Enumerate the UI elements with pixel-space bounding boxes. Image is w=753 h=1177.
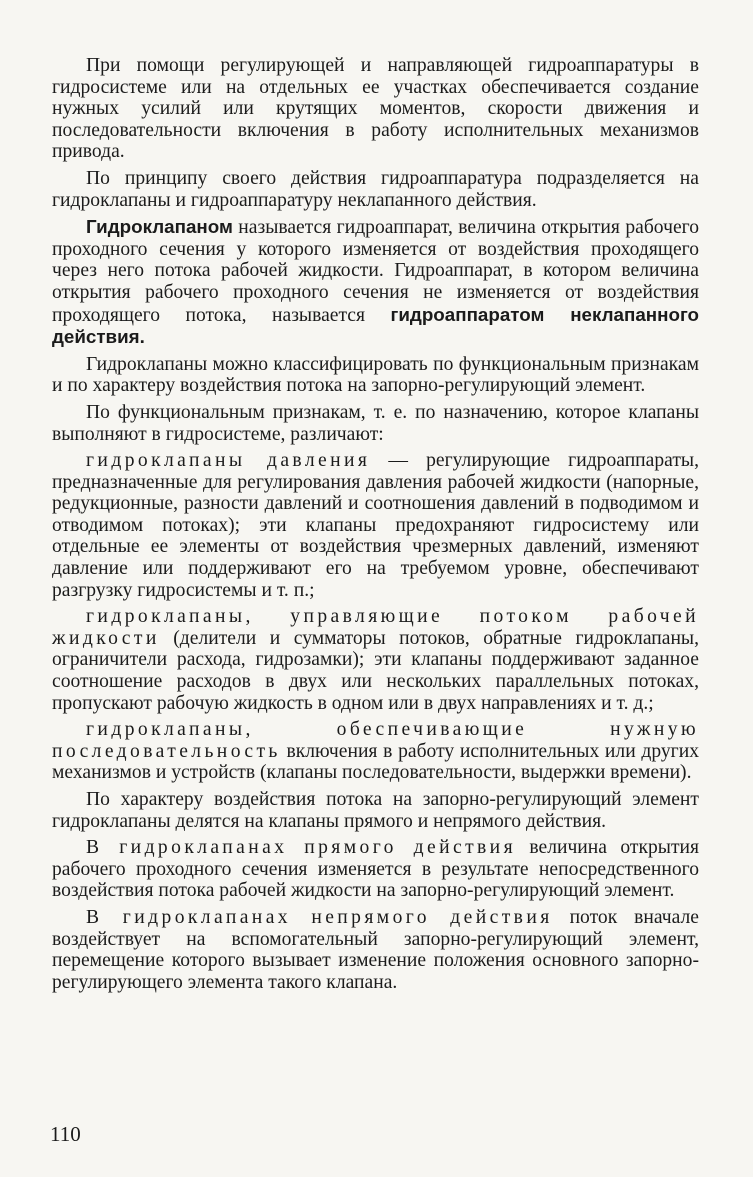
paragraph-9-text: По характеру воздействия потока на запорно-регулирующий элемент гидроклапаны делятся на клапаны прямого и непрямого действия. <box>52 789 699 832</box>
term-indirect-action: В гидроклапанах непрямого действия <box>86 906 553 928</box>
paragraph-4-text: Гидроклапаны можно классифицировать по функциональным признакам и по характеру воздействия потока на запорно-регулирующий элемент. <box>52 353 699 397</box>
paragraph-10-text: величина открытия рабочего проходного сечения изменяется в результате непосредственного воздействия потока рабочей жидкости на запорно-регулирующий элемент. <box>52 837 699 902</box>
paragraph-10 <box>52 837 699 902</box>
term-flow-control-valves: гидроклапаны, управляющие потоком рабочей жидкости <box>52 606 699 649</box>
paragraph-11 <box>52 907 699 993</box>
paragraph-11-text: поток вначале воздействует на вспомогательный запорно-регулирующий элемент, перемещение которого вызывает изменение положения основного запорно-регулирующего элемента такого клапана. <box>52 906 699 993</box>
term-direct-action: В гидроклапанах прямого действия <box>86 837 516 859</box>
paragraph-4 <box>52 354 699 397</box>
paragraph-7 <box>52 606 699 714</box>
term-sequence-valves: гидроклапаны, обеспечивающие нужную последовательность <box>52 719 699 762</box>
paragraph-1-text: При помощи регулирующей и направляющей гидроаппаратуры в гидросистеме или на отдельных ее участках обеспечивается создание нужных усилий или крутящих моментов, скорости движения и последовательности включения в работу исполнительных механизмов привода. <box>52 55 699 163</box>
page-number: 110 <box>50 1122 81 1146</box>
paragraph-3-text: называется гидроаппарат, величина открытия рабочего проходного сечения у которого изменяется от воздействия проходящего через него потока рабочей жидкости. Гидроаппарат, в котором величина открытия рабочего проходного сечения не изменяется от воздействия проходящего потока, называется <box>52 217 699 326</box>
paragraph-6-text: — регулирующие гидроаппараты, предназначенные для регулирования давления рабочей жидкости (напорные, редукционные, разности давлений и соотношения давлений в подводимом и отводимом потоках); эти клапаны предохраняют гидросистему или отдельные ее элементы от воздействия чрезмерных давлений, изменяют давление или поддерживают его на требуемом уровне, обеспечивают разгрузку гидросистемы и т. п.; <box>52 450 699 601</box>
paragraph-8-text: включения в работу исполнительных или других механизмов и устройств (клапаны последовательности, выдержки времени). <box>52 740 699 784</box>
paragraph-5-text: По функциональным признакам, т. е. по назначению, которое клапаны выполняют в гидросистеме, различают: <box>52 401 699 445</box>
term-nonvalve-apparatus: гидроаппаратом неклапанного действия. <box>52 303 699 348</box>
paragraph-3 <box>52 216 699 349</box>
paragraph-7-text: (делители и сумматоры потоков, обратные гидроклапаны, ограничители расхода, гидрозамки); эти клапаны поддерживают заданное соотношение расходов в двух или нескольких параллельных потоках, пропускают рабочую жидкость в одном или в двух направлениях и т. д.; <box>52 627 699 714</box>
paragraph-1 <box>52 55 699 163</box>
paragraph-9 <box>52 789 699 832</box>
term-pressure-valves: гидроклапаны давления <box>86 450 371 472</box>
paragraph-5 <box>52 402 699 445</box>
paragraph-6 <box>52 450 699 601</box>
paragraph-2-text: По принципу своего действия гидроаппаратура подразделяется на гидроклапаны и гидроаппаратуру неклапанного действия. <box>52 167 699 211</box>
term-hydrovalve: Гидроклапаном <box>86 216 233 238</box>
paragraph-8 <box>52 719 699 784</box>
paragraph-2 <box>52 168 699 211</box>
